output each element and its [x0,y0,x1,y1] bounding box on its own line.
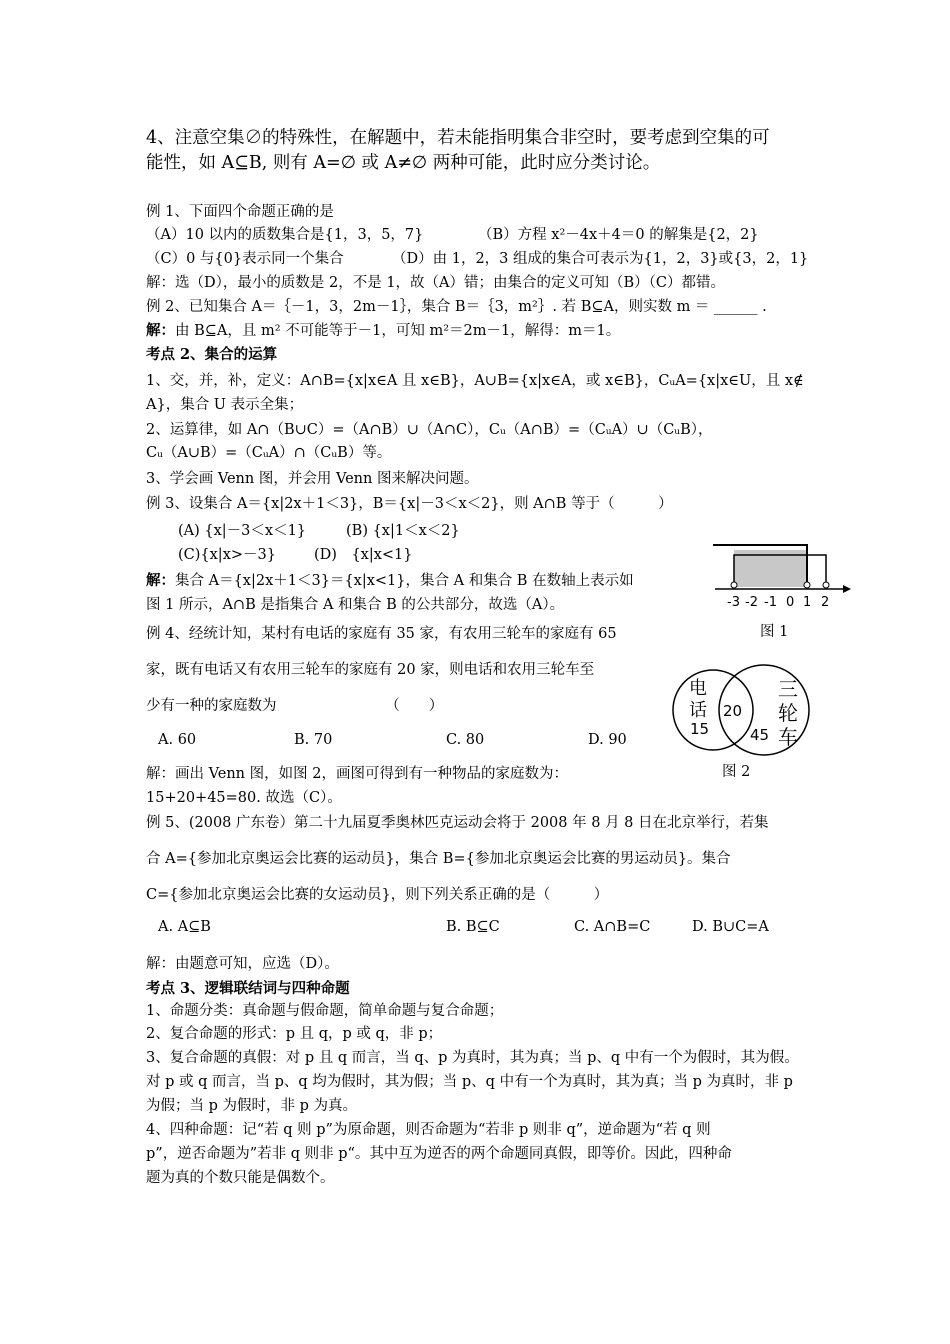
ex5-option-c: C. A∩B=C [574,919,651,935]
ex1-solution: 解：选（D），最小的质数是 2，不是 1，故（A）错；由集合的定义可知（B）（C）都错。 [146,275,726,291]
tick-label: -1 [764,595,777,610]
tick-label: -2 [745,595,758,610]
ex2-question: 例 2、已知集合 A＝｛－1，3，2m－1｝，集合 B＝｛3，m²｝. 若 B⊆A，则实数 m ＝ ______ . [146,299,767,315]
ex1-option-b: （B）方程 x²－4x＋4＝0 的解集是{2，2} [478,227,759,243]
ex4-question-line3: 少有一种的家庭数为 （ ） [146,698,444,714]
ex3-solution-row [146,572,634,590]
ex3-option-d: (D) {x|x<1} [314,547,413,563]
kp2-title: 考点 2、集合的运算 [146,346,278,363]
ex3-option-c: (C){x|x>－3} [178,547,276,563]
ex2-solution: 由 B⊆A，且 m² 不可能等于－1，可知 m²＝2m－1，解得：m＝1。 [175,323,621,339]
kp2-line2: A}，集合 U 表示全集； [146,397,304,413]
ex3-solution-line2: 图 1 所示，A∩B 是指集合 A 和集合 B 的公共部分，故选（A）。 [146,597,565,613]
ex4-option-c: C. 80 [446,732,485,748]
ex5-option-d: D. B∪C=A [692,919,769,935]
tick-label: 1 [803,595,812,610]
figure1-number-line [705,540,855,610]
ex3-question: 例 3、设集合 A＝{x|2x＋1＜3}，B＝{x|－3＜x＜2}，则 A∩B 等于（ ） [146,496,673,512]
kp3-title: 考点 3、逻辑联结词与四种命题 [146,980,350,997]
ex4-solution-line1: 解：画出 Venn 图，如图 2，画图可得到有一种物品的家庭数为： [146,766,568,782]
note4-line1: 4、注意空集∅的特殊性，在解题中，若未能指明集合非空时，要考虑到空集的可 [146,128,770,148]
ex2-solution-label: 解： [146,322,175,339]
open-point-1 [804,582,810,588]
kp3-line2: 2、复合命题的形式：p 且 q，p 或 q，非 p； [146,1026,443,1042]
kp2-line5: 3、学会画 Venn 图，并会用 Venn 图来解决问题。 [146,471,479,487]
open-point-2 [823,582,829,588]
ex3-solution-label: 解： [146,572,175,589]
ex1-option-a: （A）10 以内的质数集合是{1，3，5，7} [146,227,424,243]
kp3-line6: 4、四种命题：记“若 q 则 p”为原命题，则否命题为“若非 p 则非 q”，逆命题为“若 q 则 [146,1122,711,1138]
tick-label: 0 [786,595,795,610]
kp3-line4: 对 p 或 q 而言，当 p、q 均为假时，其为假；当 p、q 中有一个为真时，其为真；当 p 为真时，非 p [146,1074,793,1090]
ex4-option-d: D. 90 [588,732,627,748]
ex3-solution-line1: 集合 A＝{x|2x＋1＜3}＝{x|x<1}，集合 A 和集合 B 在数轴上表示如 [175,573,634,589]
ex2-solution-row [146,322,620,340]
kp2-line1: 1、交，并，补，定义：A∩B={x|x∈A 且 x∈B}，A∪B={x|x∈A，或 x∈B}，CᵤA={x|x∈U，且 x∉ [146,373,804,389]
venn-count-phone-only: 15 [690,720,710,738]
tick-label: -3 [727,595,740,610]
kp3-line7: p”，逆否命题为”若非 q 则非 p“。其中互为逆否的两个命题同真假，即等价。因此，四种命 [146,1146,732,1162]
kp2-line3: 2、运算律，如 A∩（B∪C）=（A∩B）∪（A∩C），Cᵤ（A∩B）=（CᵤA）∪（CᵤB）， [146,422,713,438]
kp3-line1: 1、命题分类：真命题与假命题，简单命题与复合命题； [146,1003,504,1019]
venn-label-tricycle-3: 车 [778,725,798,749]
ex1-option-d: （D）由 1，2，3 组成的集合可表示为{1，2，3}或{3，2，1} [392,251,809,267]
ex4-option-b: B. 70 [294,732,333,748]
venn-label-tricycle-1: 三 [778,677,798,701]
ex3-option-a: (A) {x|－3＜x＜1} [178,523,307,539]
ex5-solution: 解：由题意可知，应选（D）。 [146,956,339,972]
note4-line2: 能性，如 A⊆B, 则有 A=∅ 或 A≠∅ 两种可能，此时应分类讨论。 [146,153,661,173]
ex3-option-b: (B) {x|1＜x＜2} [346,523,460,539]
ex5-question-line3: C={参加北京奥运会比赛的女运动员}，则下列关系正确的是（ ） [146,887,609,903]
ex5-option-a: A. A⊆B [158,919,211,935]
venn-label-phone-2: 话 [689,700,707,721]
ex1-question: 例 1、下面四个命题正确的是 [146,204,334,220]
axis-arrow [843,585,851,593]
kp3-line8: 题为真的个数只能是偶数个。 [146,1170,335,1186]
ex5-question-line2: 合 A={参加北京奥运会比赛的运动员}，集合 B={参加北京奥运会比赛的男运动员}。集合 [146,851,731,867]
venn-label-phone-1: 电 [689,678,707,699]
ex4-option-a: A. 60 [158,732,197,748]
ex5-option-b: B. B⊆C [446,919,500,935]
tick-label: 2 [821,595,830,610]
venn-count-tricycle-only: 45 [750,726,770,744]
kp3-line3: 3、复合命题的真假：对 p 且 q 而言，当 q、p 为真时，其为真；当 p、q 中有一个为假时，其为假。 [146,1050,799,1066]
figure2-venn-diagram [668,664,818,764]
venn-label-tricycle-2: 轮 [778,701,798,725]
kp3-line5: 为假；当 p 为假时，非 p 为真。 [146,1098,357,1114]
ex5-question-line1: 例 5、(2008 广东卷）第二十九届夏季奥林匹克运动会将于 2008 年 8 月 8 日在北京举行，若集 [146,815,769,831]
venn-count-both: 20 [723,702,743,720]
kp2-line4: Cᵤ（A∪B）=（CᵤA）∩（CᵤB）等。 [146,445,392,461]
ex1-option-c: （C）0 与{0}表示同一个集合 [146,251,344,267]
ex4-question-line1: 例 4、经统计知，某村有电话的家庭有 35 家，有农用三轮车的家庭有 65 [146,626,617,642]
ex4-solution-line2: 15+20+45=80. 故选（C）。 [146,790,342,806]
ex4-question-line2: 家，既有电话又有农用三轮车的家庭有 20 家，则电话和农用三轮车至 [146,662,595,678]
open-point-minus3 [731,582,737,588]
figure2-caption: 图 2 [722,764,751,780]
figure1-caption: 图 1 [760,624,789,640]
